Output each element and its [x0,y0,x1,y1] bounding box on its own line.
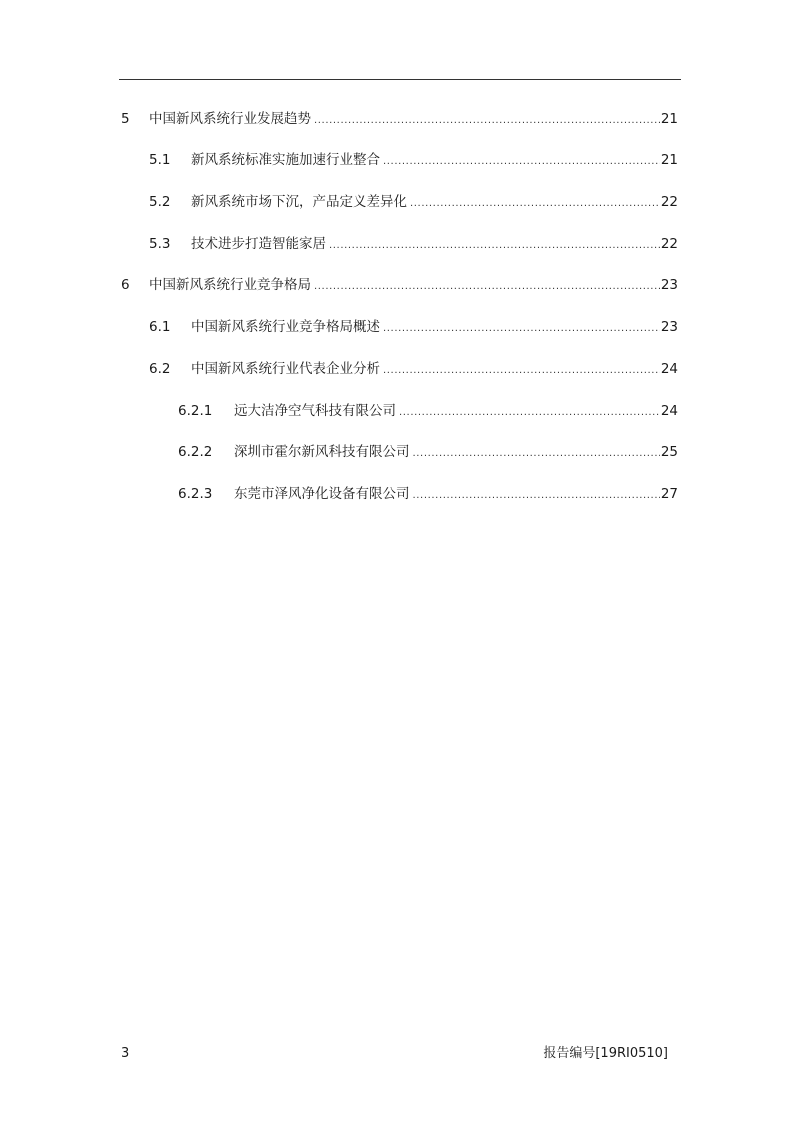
toc-entry-title: 远大洁净空气科技有限公司 [234,403,396,419]
toc-entry-5[interactable] [121,108,678,130]
toc-entry-page: 23 [660,277,678,293]
toc-entry-number: 5 [121,111,130,127]
toc-entry-number: 5.1 [149,152,171,168]
toc-entry-number: 5.3 [149,236,171,252]
toc-entry-page: 24 [660,403,678,419]
toc-leader-dots [383,151,660,173]
toc-entry-page: 24 [660,361,678,377]
toc-entry-number: 6.1 [149,319,171,335]
toc-entry-5-3[interactable] [149,233,678,255]
toc-leader-dots [383,318,660,340]
toc-entry-page: 22 [660,236,678,252]
toc-entry-page: 21 [660,152,678,168]
toc-entry-number: 6.2.3 [178,486,213,502]
footer-page-number: 3 [121,1046,130,1061]
toc-leader-dots [399,402,660,424]
toc-entry-number: 6.2 [149,361,171,377]
toc-leader-dots [314,276,660,298]
toc-entry-6-2-1[interactable] [178,400,678,422]
toc-entry-title: 中国新风系统行业竞争格局 [149,277,311,293]
toc-entry-title: 东莞市泽风净化设备有限公司 [234,486,410,502]
footer-report-code: 报告编号[19RI0510] [543,1046,668,1061]
toc-entry-page: 25 [660,444,678,460]
toc-entry-number: 6 [121,277,130,293]
toc-entry-title: 深圳市霍尔新风科技有限公司 [234,444,410,460]
toc-entry-6[interactable] [121,274,678,296]
toc-leader-dots [410,193,660,215]
toc-entry-6-2-3[interactable] [178,483,678,505]
toc-leader-dots [413,485,660,507]
toc-entry-number: 5.2 [149,194,171,210]
toc-entry-page: 21 [660,111,678,127]
toc-leader-dots [329,235,660,257]
toc-entry-6-1[interactable] [149,316,678,338]
toc-entry-title: 新风系统市场下沉，产品定义差异化 [191,194,407,210]
toc-entry-page: 27 [660,486,678,502]
toc-entry-title: 新风系统标准实施加速行业整合 [191,152,380,168]
toc-entry-5-2[interactable] [149,191,678,213]
toc-leader-dots [314,110,660,132]
toc-entry-number: 6.2.2 [178,444,213,460]
toc-entry-page: 22 [660,194,678,210]
toc-entry-title: 中国新风系统行业竞争格局概述 [191,319,380,335]
toc-leader-dots [383,360,660,382]
toc-entry-5-1[interactable] [149,149,678,171]
toc-entry-title: 中国新风系统行业发展趋势 [149,111,311,127]
toc-entry-6-2-2[interactable] [178,441,678,463]
toc-entry-title: 技术进步打造智能家居 [191,236,326,252]
toc-leader-dots [413,443,660,465]
toc-entry-number: 6.2.1 [178,403,213,419]
toc-entry-title: 中国新风系统行业代表企业分析 [191,361,380,377]
toc-entry-page: 23 [660,319,678,335]
toc-entry-6-2[interactable] [149,358,678,380]
